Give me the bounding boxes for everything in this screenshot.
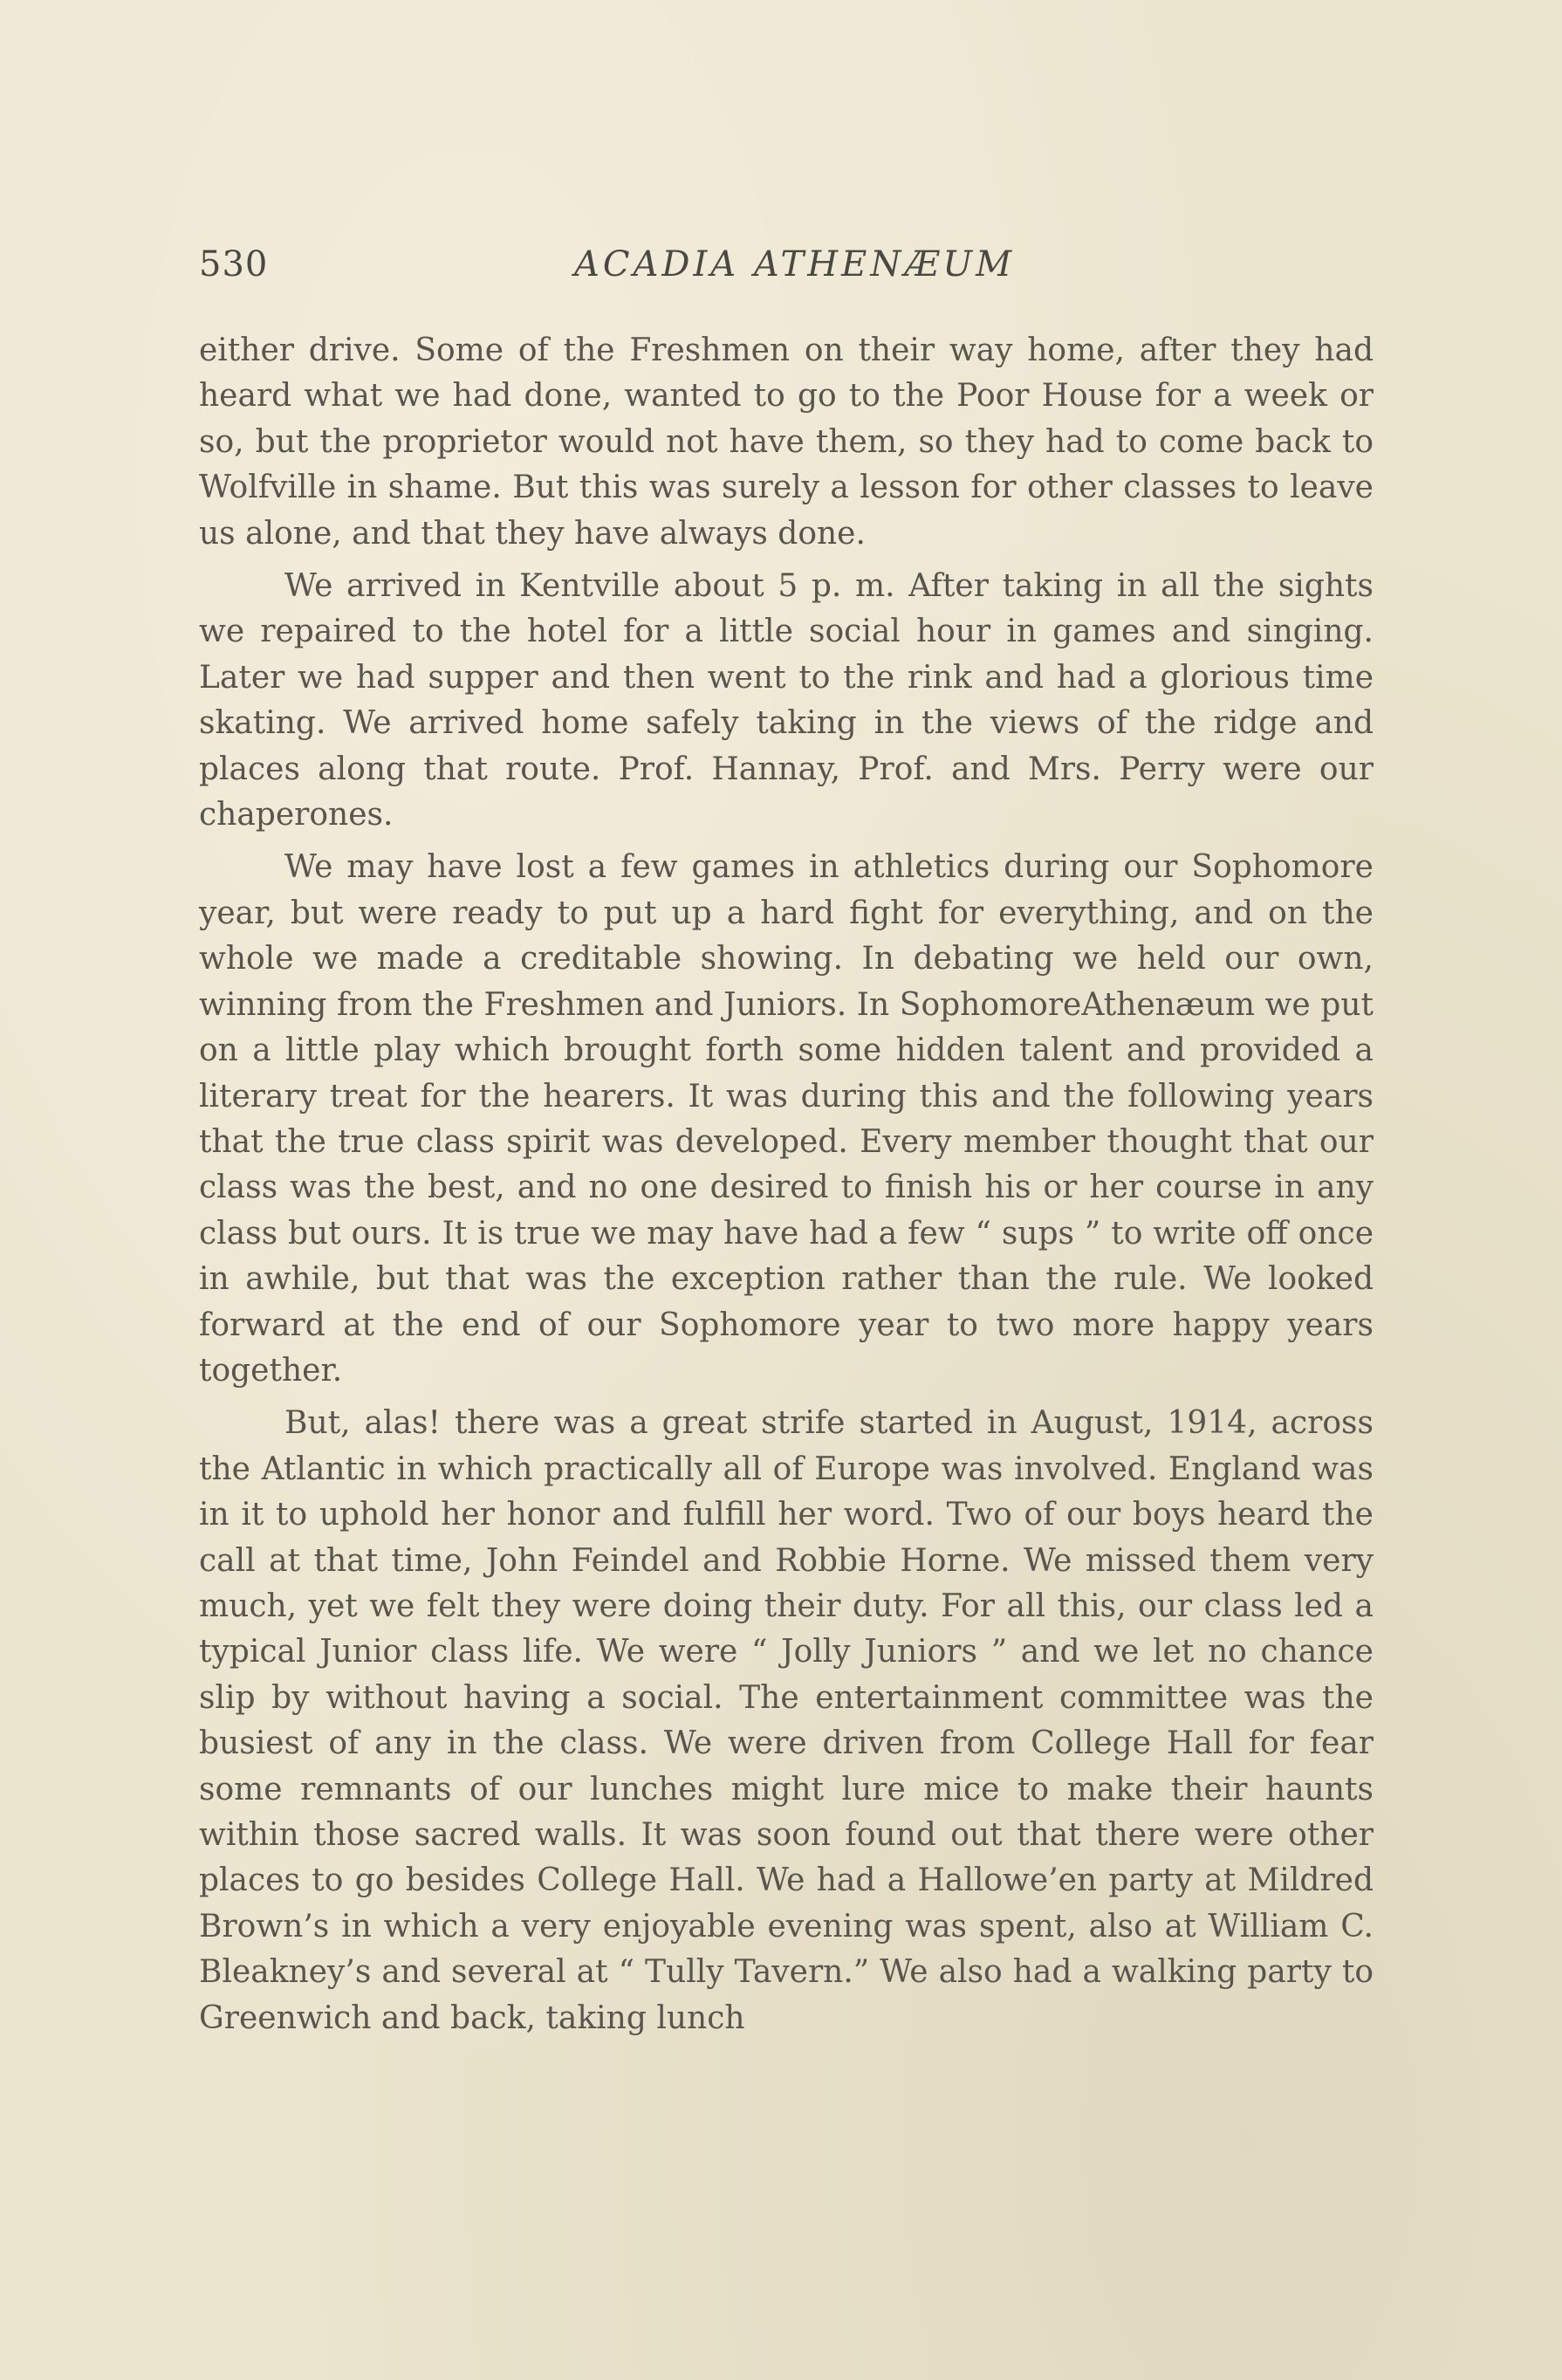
page-header (199, 237, 1377, 290)
paragraph-junior-year: But, alas! there was a great strife started in August, 1914, across the Atlantic in which practically all of Europe was involved. England was in it to uphold her honor and fulfill her word. Two of our boys heard the call at that time, John Feindel and Robbie Horne. We missed them very much, yet we felt they were doing their duty. For all this, our class led a typical Junior class life. We were “ Jolly Juniors ” and we let no chance slip by without having a social. The entertainment committee was the busiest of any in the class. We were driven from College Hall for fear some remnants of our lunches might lure mice to make their haunts within those sacred walls. It was soon found out that there were other places to go besides College Hall. We had a Hallowe’en party at Mildred Brown’s in which a very enjoyable evening was spent, also at William C. Bleakney’s and several at “ Tully Tavern.” We also had a walking party to Greenwich and back, taking lunch (199, 1405, 1374, 2036)
paragraph-continuation: either drive. Some of the Freshmen on their way home, after they had heard what we had done, wanted to go to the Poor House for a week or so, but the proprietor would not have them, so they had to come back to Wolfville in shame. But this was surely a lesson for other classes to leave us alone, and that they have always done. (199, 333, 1374, 552)
running-head: ACADIA ATHENÆUM (574, 244, 1016, 285)
page-number: 530 (199, 244, 269, 285)
paragraph-kentville-trip: We arrived in Kentville about 5 p. m. After taking in all the sights we repaired to the hotel for a little social hour in games and singing. Later we had supper and then went to the rink and had a glorious time skating. We arrived home safely taking in the views of the ridge and places along that route. Prof. Hannay, Prof. and Mrs. Perry were our chaperones. (199, 568, 1374, 833)
body-text (199, 328, 1374, 2048)
paragraph-sophomore-year: We may have lost a few games in athletics during our Sophomore year, but were ready to put up a hard fight for everything, and on the whole we made a creditable showing. In debating we held our own, winning from the Freshmen and Juniors. In SophomoreAthenæum we put on a little play which brought forth some hidden talent and provided a literary treat for the hearers. It was during this and the following years that the true class spirit was developed. Every member thought that our class was the best, and no one desired to finish his or her course in any class but ours. It is true we may have had a few “ sups ” to write off once in awhile, but that was the exception rather than the rule. We looked forward at the end of our Sophomore year to two more happy years together. (199, 849, 1374, 1389)
